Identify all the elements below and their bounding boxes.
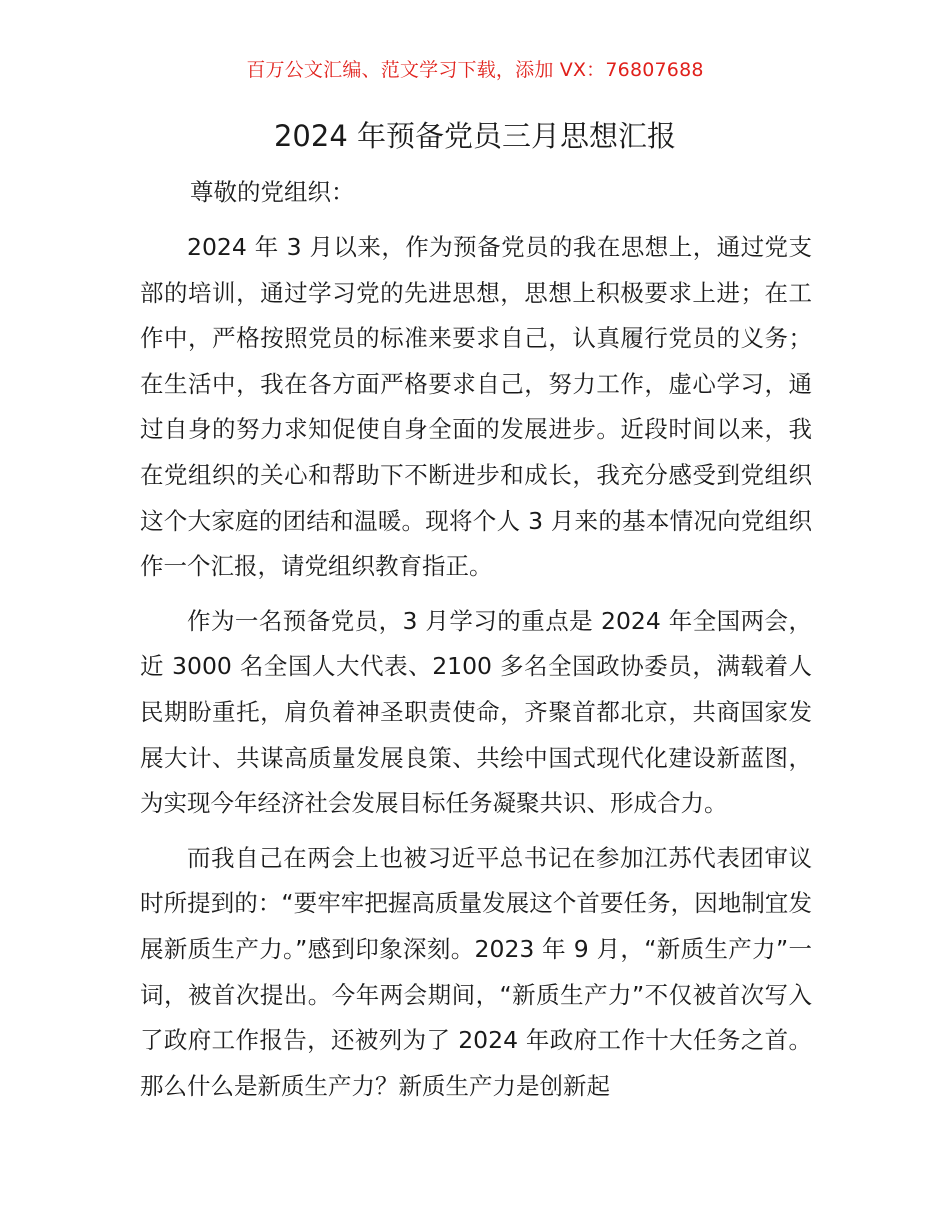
page-title: 2024 年预备党员三月思想汇报 (273, 119, 677, 153)
paragraph-2: 作为一名预备党员，3 月学习的重点是 2024 年全国两会，近 3000 名全国人大代表、2100 多名全国政协委员，满载着人民期盼重托，肩负着神圣职责使命，齐聚首都北京，共商国家发展大计、共谋高质量发展良策、共绘中国式现代化建设新蓝图，为实现今年经济社会发展目标任务凝聚共识、形成合力。 (140, 606, 812, 818)
header-watermark-note: 百万公文汇编、范文学习下载，添加 VX：76807688 (246, 59, 704, 81)
paragraph-1: 2024 年 3 月以来，作为预备党员的我在思想上，通过党支部的培训，通过学习党的先进思想，思想上积极要求上进；在工作中，严格按照党员的标准来要求自己，认真履行党员的义务；在生活中，我在各方面严格要求自己，努力工作，虚心学习，通过自身的努力求知促使自身全面的发展进步。近段时间以来，我在党组织的关心和帮助下不断进步和成长，我充分感受到党组织这个大家庭的团结和温暖。现将个人 3 月来的基本情况向党组织作一个汇报，请党组织教育指正。 (140, 233, 812, 581)
paragraph-3: 而我自己在两会上也被习近平总书记在参加江苏代表团审议时所提到的：“要牢牢把握高质量发展这个首要任务，因地制宜发展新质生产力。”感到印象深刻。2023 年 9 月，“新质生产力”一词，被首次提出。今年两会期间，“新质生产力”不仅被首次写入了政府工作报告，还被列为了 2024 年政府工作十大任务之首。那么什么是新质生产力？新质生产力是创新起 (140, 843, 812, 1100)
salutation: 尊敬的党组织： (190, 178, 355, 206)
document-body (140, 225, 812, 1118)
